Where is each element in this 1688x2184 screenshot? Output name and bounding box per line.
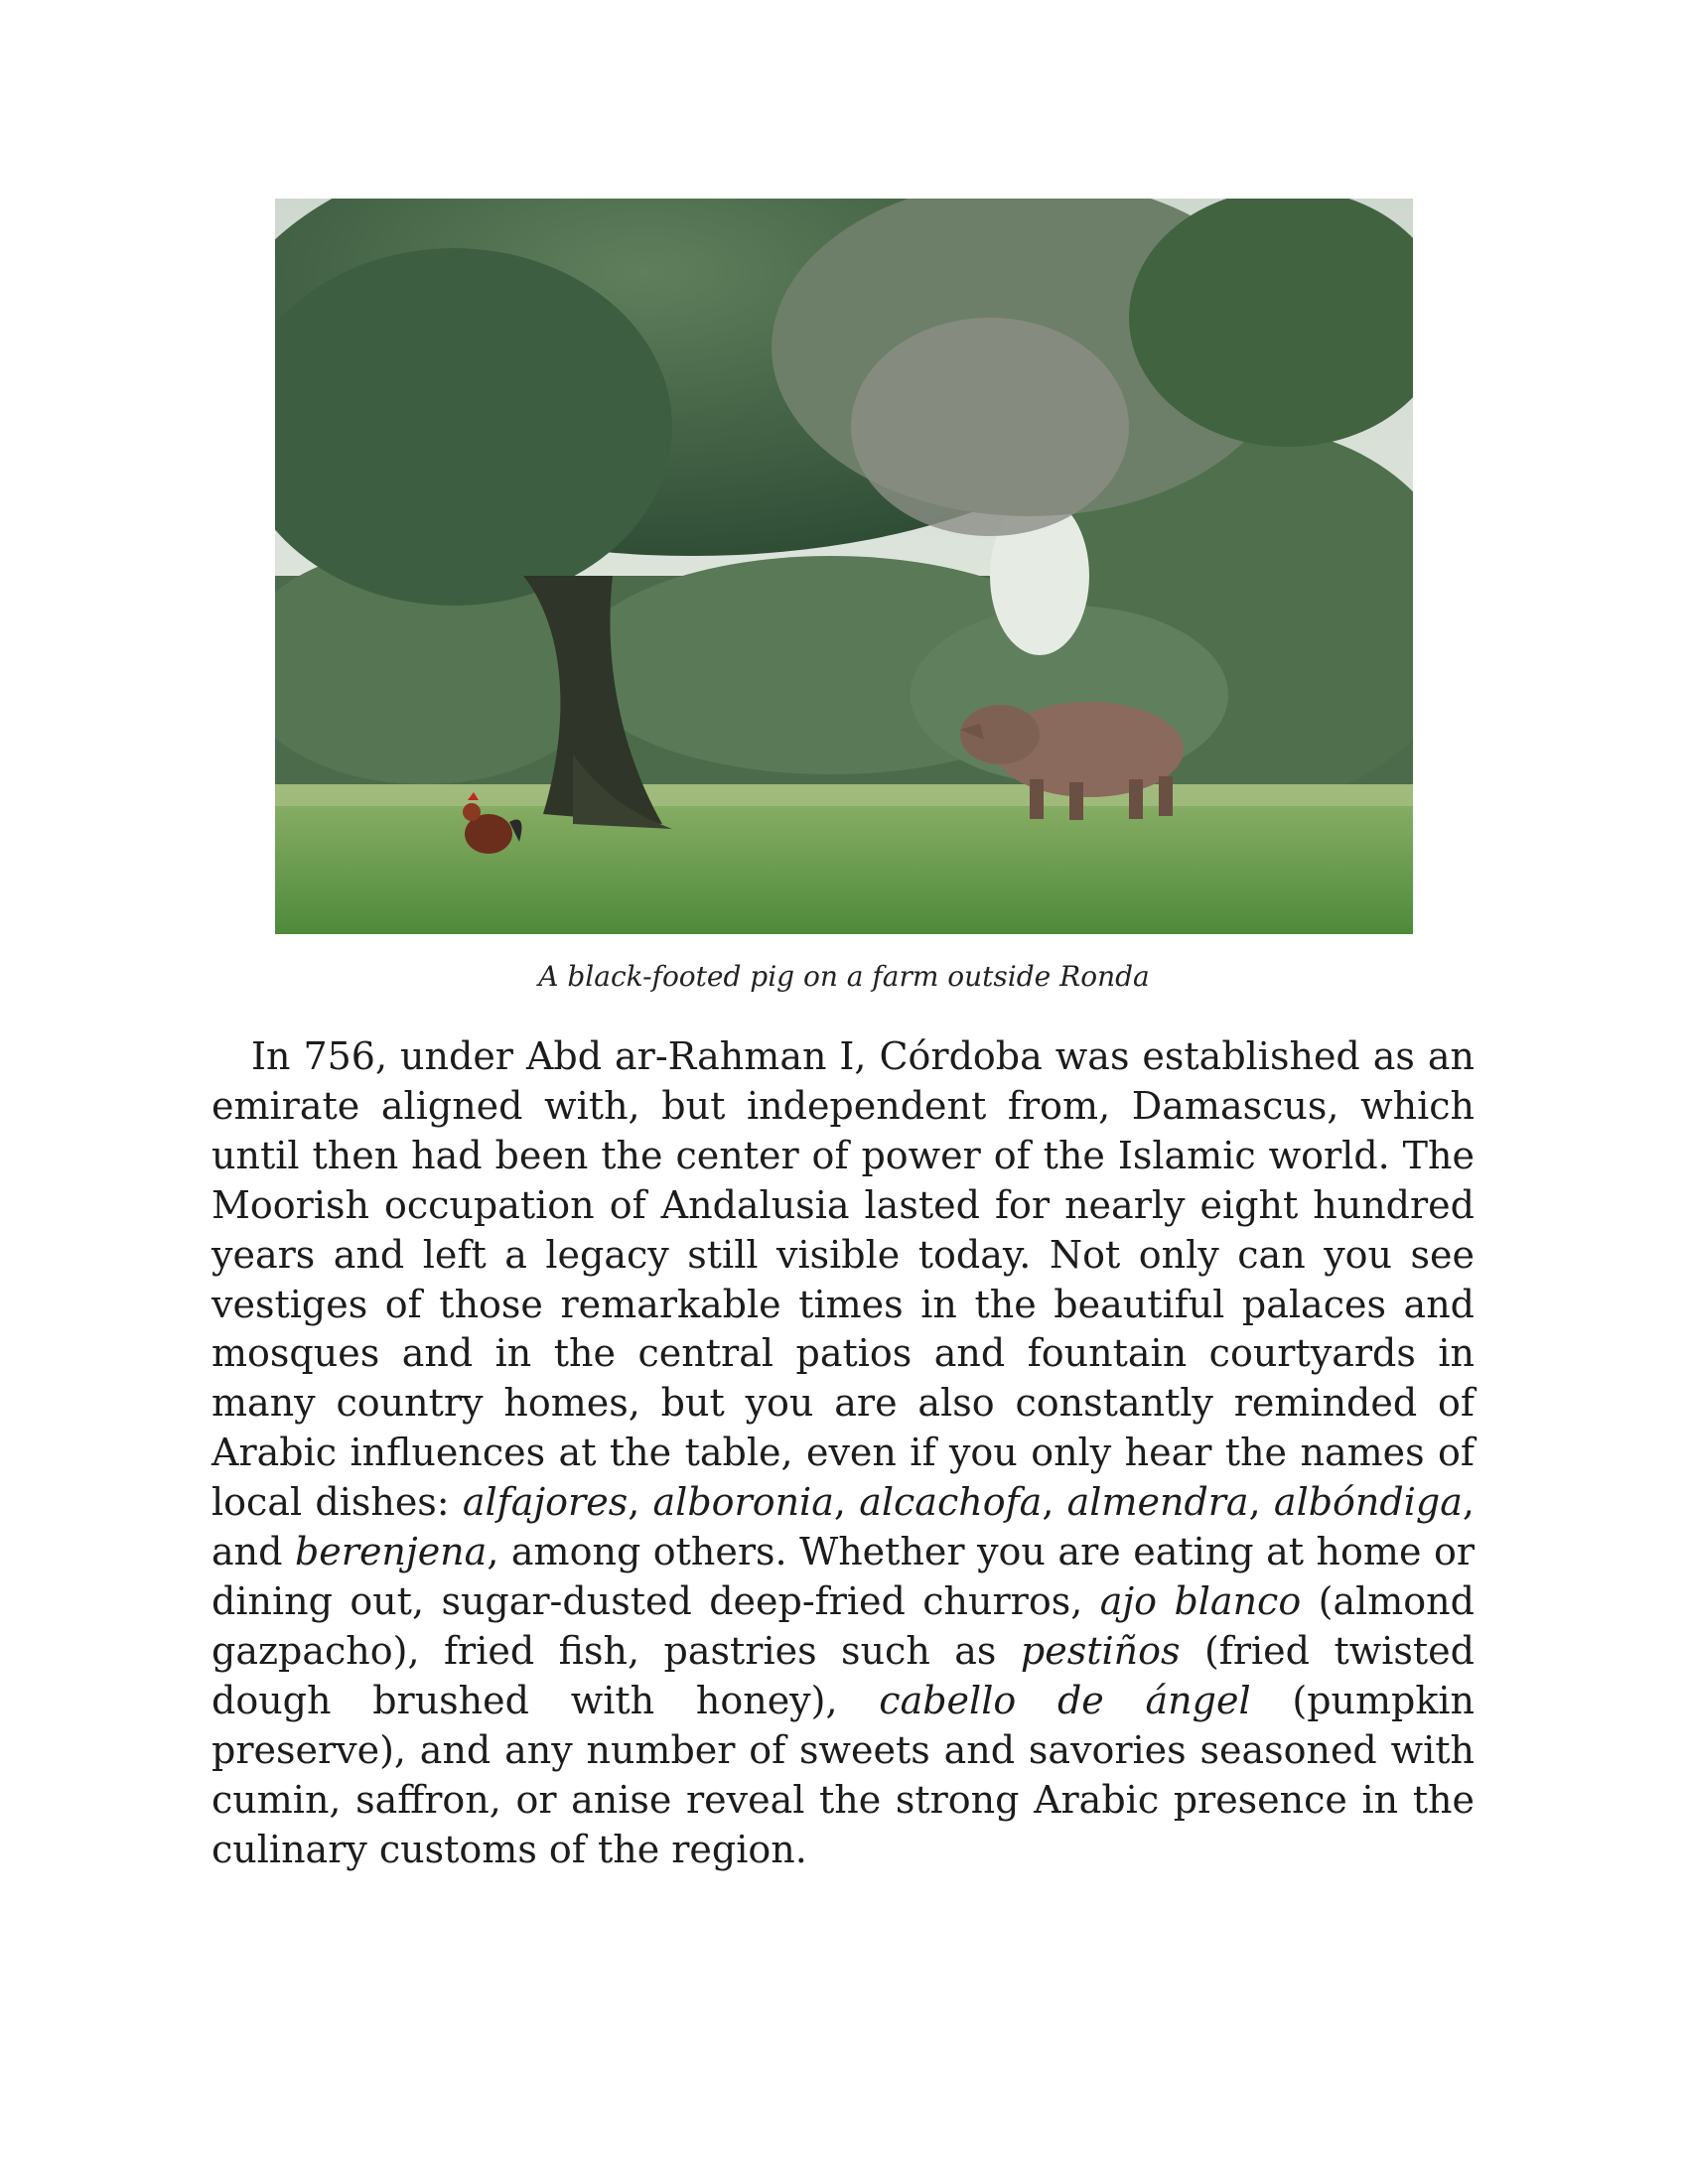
text-segment: (fried twisted dough brushed with honey), [211, 1628, 1475, 1722]
dish-name: alboronia [652, 1480, 834, 1525]
text-segment: , [628, 1480, 653, 1525]
dish-name: almendra [1066, 1480, 1249, 1525]
dish-name: albóndiga [1273, 1480, 1463, 1525]
text-segment: , [1042, 1480, 1067, 1525]
text-segment: , among others. Whether you are eating at home or dining out, sugar-dusted deep-fried churros, [211, 1530, 1475, 1623]
dish-name: alcachofa [859, 1480, 1043, 1525]
text-segment: , [833, 1480, 860, 1525]
text-segment: (pumpkin preserve), and any number of sweets and savories seasoned with cumin, saffron, or anise reveal the strong Arabic presence in the culinary customs of the region. [211, 1678, 1475, 1871]
farm-photo [275, 199, 1413, 934]
text-segment: , [1248, 1480, 1274, 1525]
dish-name: pestiños [1020, 1628, 1181, 1673]
text-segment: In 756, under Abd ar-Rahman I, Córdoba was established as an emirate aligned with, but independent from, Damascus, which until then had been the center of power of the Islamic world. The Moorish occupation of Andalusia lasted for nearly eight hundred years and left a legacy still visible today. Not only can you see vestiges of those remarkable times in the beautiful palaces and mosques and in the central patios and fountain courtyards in many country homes, but you are also constantly reminded of Arabic influences at the table, even if you only hear the names of local dishes: [211, 1034, 1475, 1525]
body-paragraph [211, 1032, 1475, 1874]
dish-name: berenjena [294, 1530, 488, 1574]
text-segment: , and [211, 1480, 1475, 1574]
dish-name: ajo blanco [1099, 1578, 1302, 1623]
dish-name: cabello de ángel [879, 1678, 1251, 1722]
dish-name: alfajores [462, 1480, 629, 1525]
photo-caption: A black-footed pig on a farm outside Ronda [538, 960, 1150, 993]
text-segment: (almond gazpacho), fried fish, pastries such as [211, 1578, 1475, 1673]
